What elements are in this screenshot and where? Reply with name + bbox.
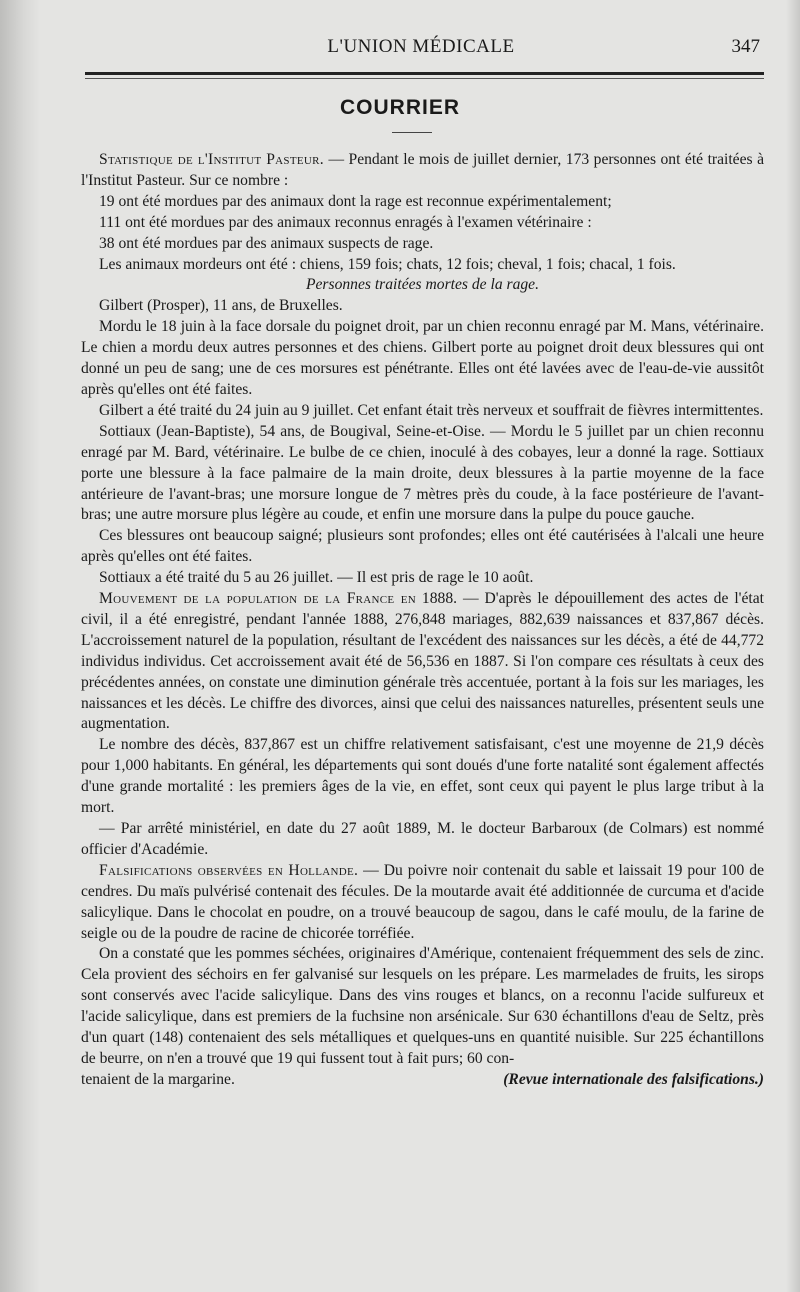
paragraph: 38 ont été mordues par des animaux suspects de rage. — [99, 234, 434, 252]
paragraph: Gilbert a été traité du 24 juin au 9 juillet. Cet enfant était très nerveux et souffrait de fièvres intermittentes. — [99, 401, 764, 419]
paragraph-heading: Mouvement de la population de la France en — [99, 590, 416, 608]
paragraph-text: 1888. — D'après le dépouillement des actes de l'état civil, il a été enregistré, pendant l'année 1888, 276,848 mariages, 882,639 naissances et 837,867 décès. L'accroissement naturel de la population, résultant de l'excédent des naissances sur les décès, a été de 44,772 individus individus. Cet accroissement avait été de 56,536 en 1887. Si l'on compare ces résultats à ceux des précédentes années, on constate une diminution générale très accentuée, portant à la fois sur les mariages, les naissances et les décès. Le chiffre des divorces, ainsi que celui des naissances naturelles, présentent seuls une augmentation. — [81, 590, 764, 733]
header-rule — [85, 72, 764, 75]
paragraph-end — [81, 1070, 764, 1091]
paragraph: Le nombre des décès, 837,867 est un chiffre relativement satisfaisant, c'est une moyenne de 21,9 décès pour 1,000 habitants. En général, les départements qui sont doués d'une forte natalité sont également affectés d'une grande mortalité : les premiers âges de la vie, en effet, sont ceux qui payent le plus large tribut à la mort. — [81, 736, 764, 817]
paragraph — [81, 861, 764, 945]
paragraph-heading: Falsifications observées en Hollande. — [99, 861, 359, 879]
paragraph: Mordu le 18 juin à la face dorsale du poignet droit, par un chien reconnu enragé par M. Mans, vétérinaire. Le chien a mordu deux autres personnes et des chiens. Gilbert porte au poignet droit deux blessures qui ont donné un peu de sang; une de ces morsures est pénétrante. Elles ont été lavées avec de l'eau-de-vie aussitôt après qu'elles ont été faites. — [81, 318, 764, 398]
paragraph: Les animaux mordeurs ont été : chiens, 159 fois; chats, 12 fois; cheval, 1 fois; chacal, 1 fois. — [99, 255, 676, 273]
paragraph-text: — Pendant le mois de juillet dernier, 173 personnes ont été traitées à l'Institut Pasteur. Sur ce nombre : — [81, 151, 764, 189]
paragraph: Ces blessures ont beaucoup saigné; plusieurs sont profondes; elles ont été cautérisées à l'alcali une heure après qu'elles ont été faites. — [81, 527, 764, 566]
running-title: L'UNION MÉDICALE — [327, 36, 515, 57]
paragraph: — Par arrêté ministériel, en date du 27 août 1889, M. le docteur Barbaroux (de Colmars) est nommé officier d'Académie. — [81, 820, 764, 858]
paragraph-text: — Du poivre noir contenait du sable et laissait 19 pour 100 de cendres. Du maïs pulvérisé contenait des fécules. De la moutarde avait été additionnée de curcuma et d'acide salicylique. Dans le chocolat en poudre, on a trouvé beaucoup de sagou, dans le café moulu, de la farine de seigle ou de la poudre de racine de chicorée torréfiée. — [81, 861, 764, 942]
paragraph-heading: Statistique de l'Institut Pasteur. — [99, 151, 324, 168]
paragraph — [81, 589, 764, 735]
article-body — [81, 150, 764, 1091]
paragraph — [81, 150, 764, 192]
section-title: COURRIER — [339, 96, 460, 119]
page-number: 347 — [731, 36, 760, 57]
title-rule — [392, 132, 432, 133]
subheading: Personnes traitées mortes de la rage. — [305, 276, 539, 294]
paragraph-text: tenaient de la margarine. — [81, 1070, 235, 1088]
page-header — [82, 36, 760, 64]
paragraph: Gilbert (Prosper), 11 ans, de Bruxelles. — [99, 297, 343, 315]
source-reference: (Revue internationale des falsifications.) — [503, 1070, 764, 1088]
header-rule-thin — [85, 78, 764, 79]
paragraph: Sottiaux a été traité du 5 au 26 juillet. — Il est pris de rage le 10 août. — [99, 569, 534, 587]
paragraph: 111 ont été mordues par des animaux reconnus enragés à l'examen vétérinaire : — [99, 213, 592, 231]
paragraph: Sottiaux (Jean-Baptiste), 54 ans, de Bougival, Seine-et-Oise. — Mordu le 5 juillet par un chien reconnu enragé par M. Bard, vétérinaire. Le bulbe de ce chien, inoculé à des cobayes, leur a donné la rage. Sottiaux porte une blessure à la face palmaire de la main droite, deux blessures à la partie moyenne de la face antérieure de l'avant-bras; une morsure longue de 7 mètres près du coude, à la face postérieure de l'avant-bras; une autre morsure plus légère au coude, et enfin une morsure dans la pulpe du pouce gauche. — [81, 422, 764, 524]
paragraph: On a constaté que les pommes séchées, originaires d'Amérique, contenaient fréquemment des sels de zinc. Cela provient des séchoirs en fer galvanisé sur lesquels on les prépare. Les marmelades de fruits, les sirops sont conservés avec l'acide salicylique. Dans des vins rouges et blancs, on a reconnu l'acide sulfureux et l'acide salicylique, dans est premiers de la fuchsine non arsénicale. Sur 630 échantillons d'eau de Seltz, près d'un quart (148) contenaient des sels métalliques et quelques-uns en quantité nuisible. Sur 225 échantillons de beurre, on n'en a trouvé que 19 qui fussent tout à fait purs; 60 con- — [81, 945, 764, 1067]
paragraph: 19 ont été mordues par des animaux dont la rage est reconnue expérimentalement; — [99, 192, 612, 210]
